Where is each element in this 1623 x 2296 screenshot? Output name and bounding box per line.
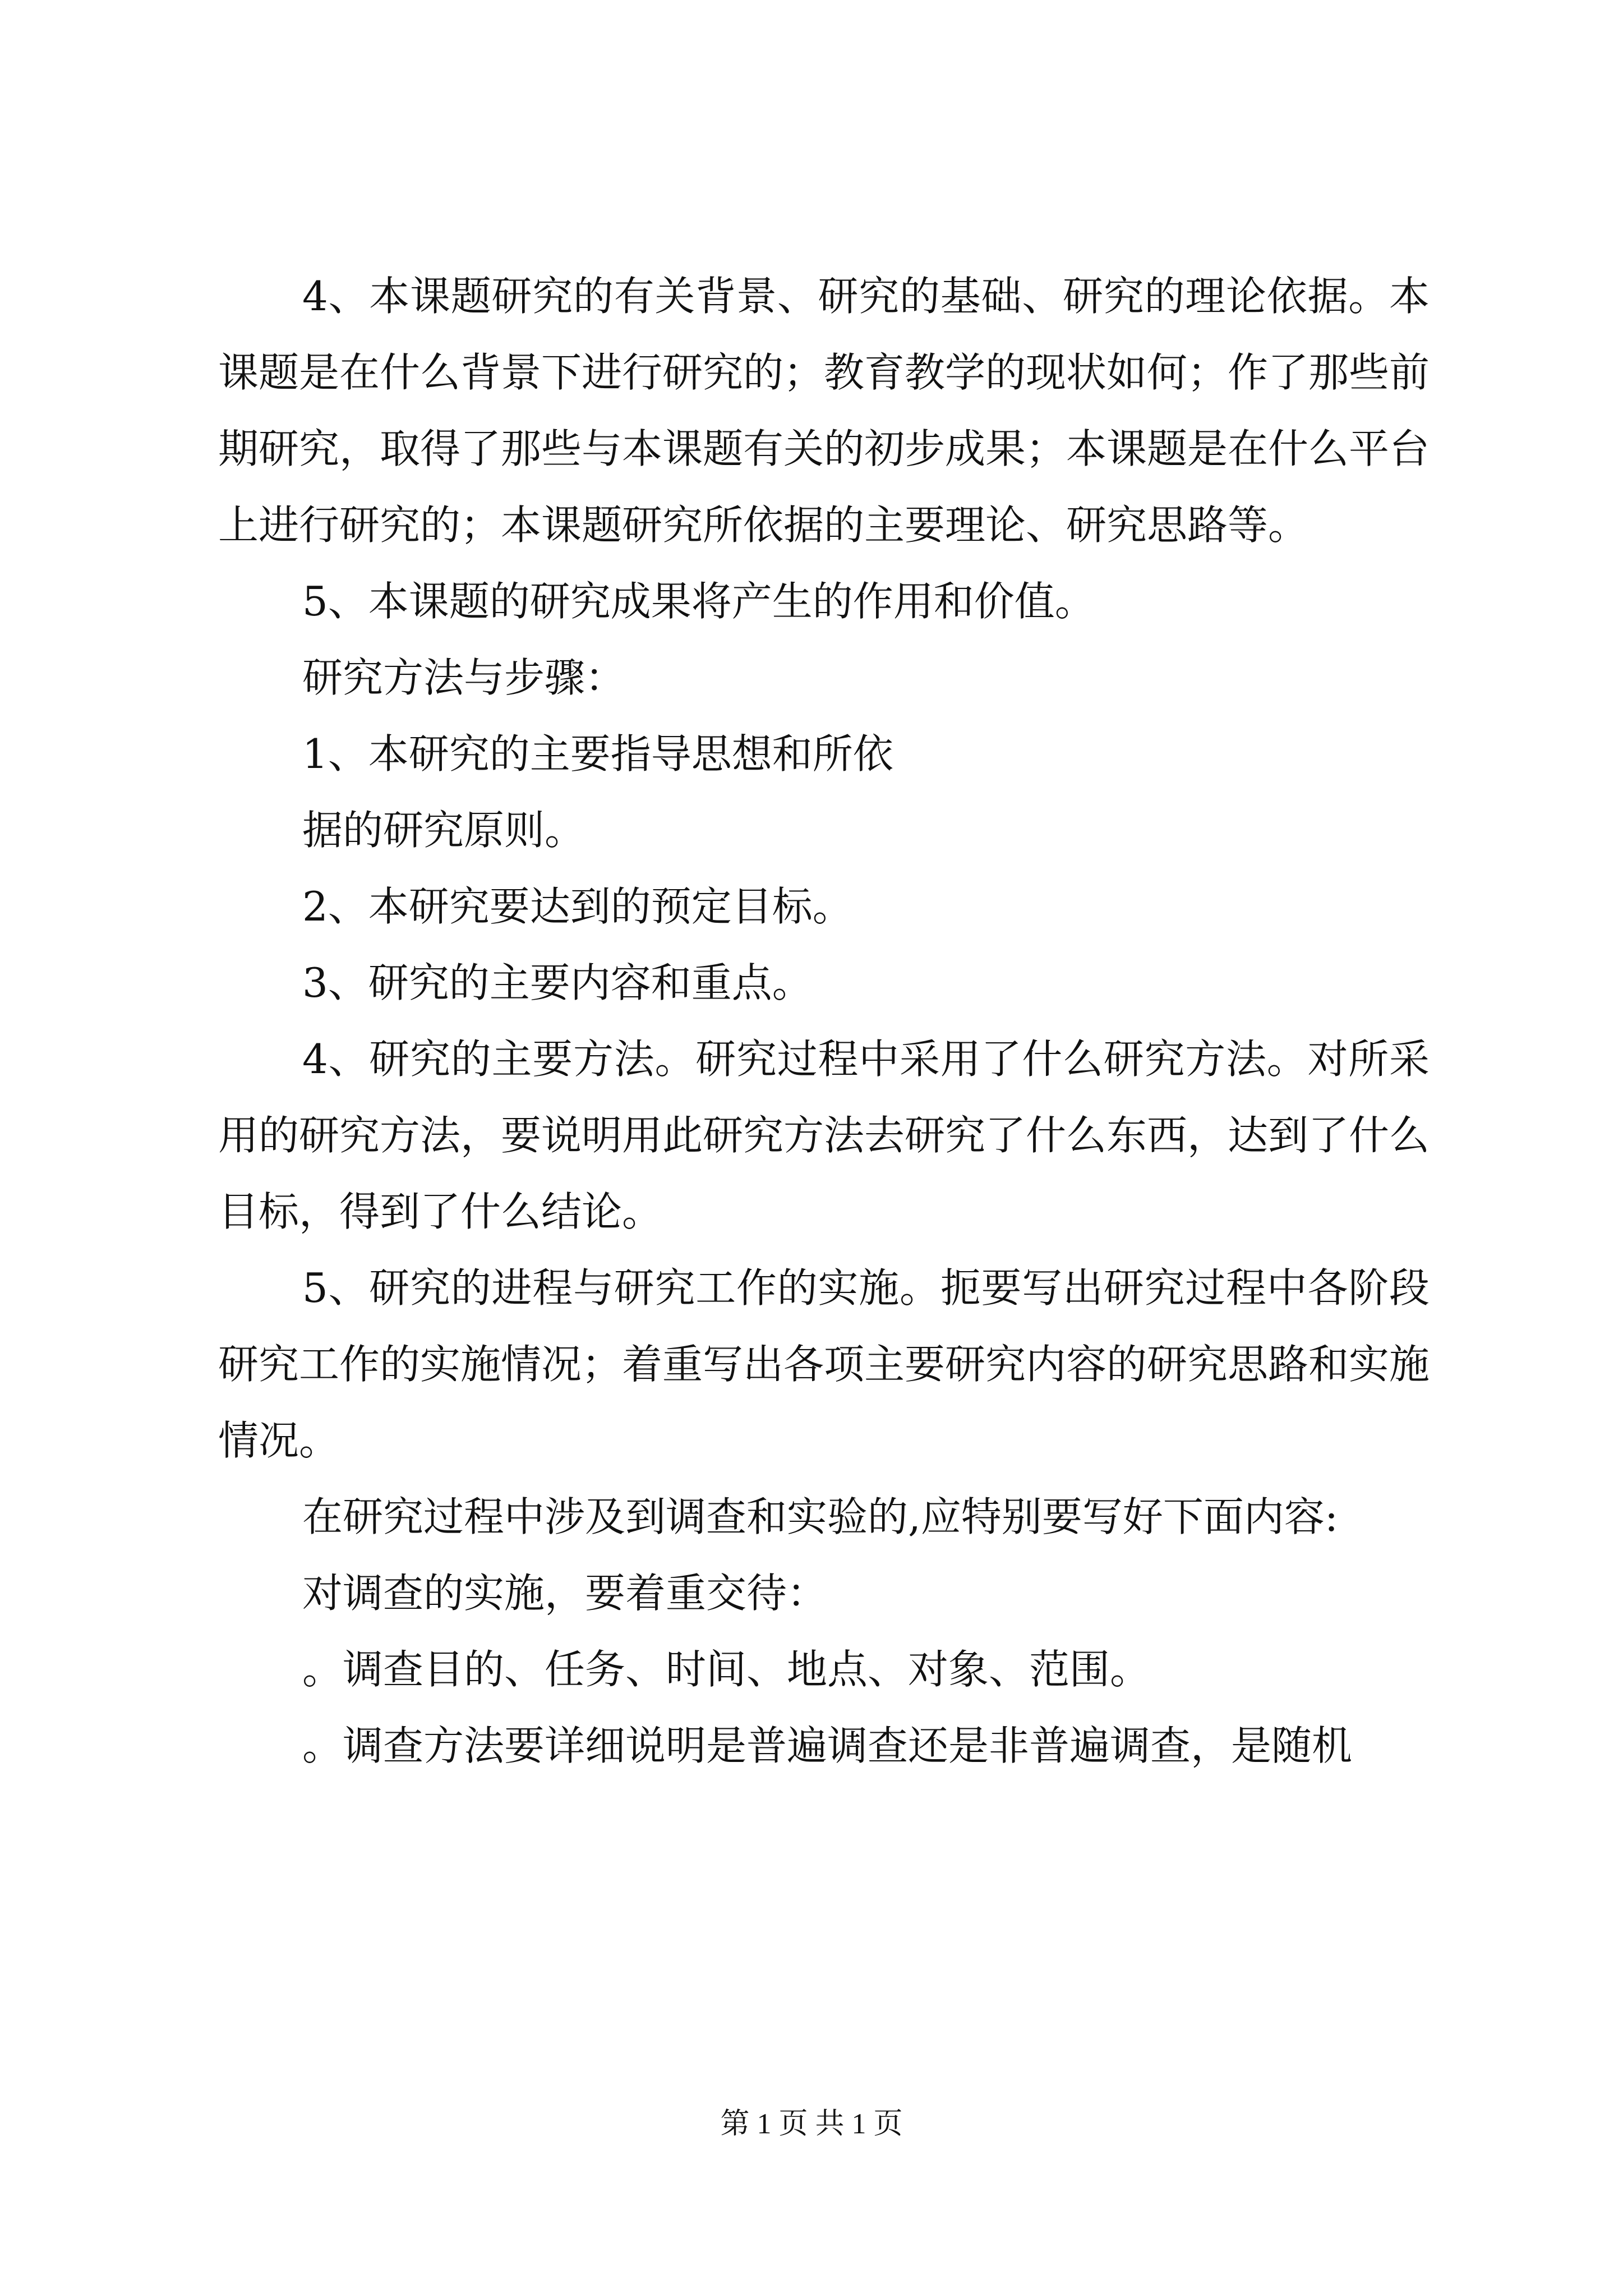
- paragraph-process: 5、研究的进程与研究工作的实施。扼要写出研究过程中各阶段研究工作的实施情况；着重写出各项主要研究内容的研究思路和实施情况。: [218, 1264, 1430, 1464]
- paragraph-survey-method: 。调查方法要详细说明是普遍调查还是非普遍调查，是随机: [302, 1722, 1353, 1769]
- paragraph-research-principle: 据的研究原则。: [302, 807, 585, 854]
- paragraph-main-content: 3、研究的主要内容和重点。: [302, 959, 813, 1006]
- paragraph-guiding-thought: 1、本研究的主要指导思想和所依: [302, 730, 893, 777]
- page-footer: 第 1 页 共 1 页: [720, 2108, 903, 2140]
- document-body: [218, 258, 1430, 1784]
- paragraph-survey-implementation: 对调查的实施，要着重交待：: [302, 1570, 828, 1617]
- section-heading-methods: 研究方法与步骤：: [302, 654, 626, 701]
- paragraph-background: 4、本课题研究的有关背景、研究的基础、研究的理论依据。本课题是在什么背景下进行研究的；教育教学的现状如何；作了那些前期研究，取得了那些与本课题有关的初步成果；本课题是在什么平台上进行研究的；本课题研究所依据的主要理论、研究思路等。: [218, 273, 1430, 549]
- paragraph-main-methods: 4、研究的主要方法。研究过程中采用了什么研究方法。对所采用的研究方法，要说明用此研究方法去研究了什么东西，达到了什么目标，得到了什么结论。: [218, 1036, 1430, 1235]
- paragraph-survey-purpose: 。调查目的、任务、时间、地点、对象、范围。: [302, 1646, 1151, 1693]
- paragraph-target: 2、本研究要达到的预定目标。: [302, 883, 853, 930]
- paragraph-survey-experiment: 在研究过程中涉及到调查和实验的,应特别要写好下面内容:: [302, 1493, 1339, 1540]
- paragraph-value: 5、本课题的研究成果将产生的作用和价值。: [302, 578, 1095, 625]
